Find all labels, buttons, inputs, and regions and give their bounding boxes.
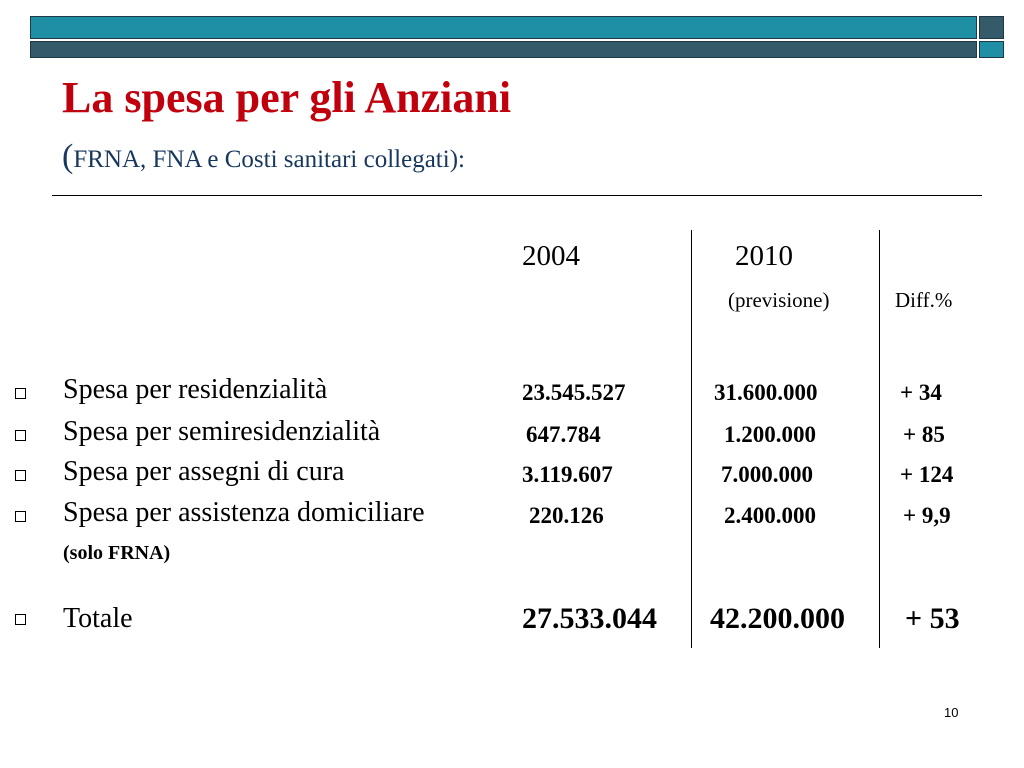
subtitle-paren: ( [62,138,74,175]
column-divider-2 [879,230,880,648]
page-number: 10 [944,705,959,720]
row-note: (solo FRNA) [63,542,171,564]
total-value-2004: 27.533.044 [522,602,657,635]
row-label: Spesa per semiresidenzialità [63,416,381,447]
row-value-2004: 220.126 [529,503,604,528]
header-2004: 2004 [522,240,580,272]
header-diff: Diff.% [895,288,953,312]
header-square-bottom [979,41,1004,58]
bullet-icon [15,470,26,481]
row-diff: + 34 [900,380,942,405]
row-diff: + 124 [900,462,954,487]
column-divider-1 [691,230,692,648]
row-label: Spesa per residenzialità [63,374,328,405]
bullet-icon [15,430,26,441]
row-label: Spesa per assegni di cura [63,456,345,487]
header-square-top [979,16,1004,39]
row-value-2004: 23.545.527 [522,380,626,405]
header-bar-top [30,16,977,39]
bullet-icon [15,614,26,625]
slide-title: La spesa per gli Anziani [62,73,512,122]
slide-subtitle [62,138,465,176]
bullet-icon [15,511,26,522]
row-value-2004: 3.119.607 [522,462,613,487]
row-value-2010: 7.000.000 [721,462,813,487]
title-divider [52,195,982,196]
total-label: Totale [63,603,133,634]
row-label: Spesa per assistenza domiciliare [63,497,425,528]
row-value-2010: 2.400.000 [724,503,816,528]
row-diff: + 85 [903,422,945,447]
total-diff: + 53 [905,602,960,635]
row-value-2010: 31.600.000 [714,380,818,405]
header-2010: 2010 [735,240,793,272]
subtitle-text: FRNA, FNA e Costi sanitari collegati): [73,146,465,173]
row-diff: + 9,9 [903,503,951,528]
total-value-2010: 42.200.000 [710,602,845,635]
bullet-icon [15,388,26,399]
row-value-2004: 647.784 [526,422,601,447]
row-value-2010: 1.200.000 [724,422,816,447]
header-forecast: (previsione) [728,288,830,312]
header-bar-bottom [30,41,977,58]
